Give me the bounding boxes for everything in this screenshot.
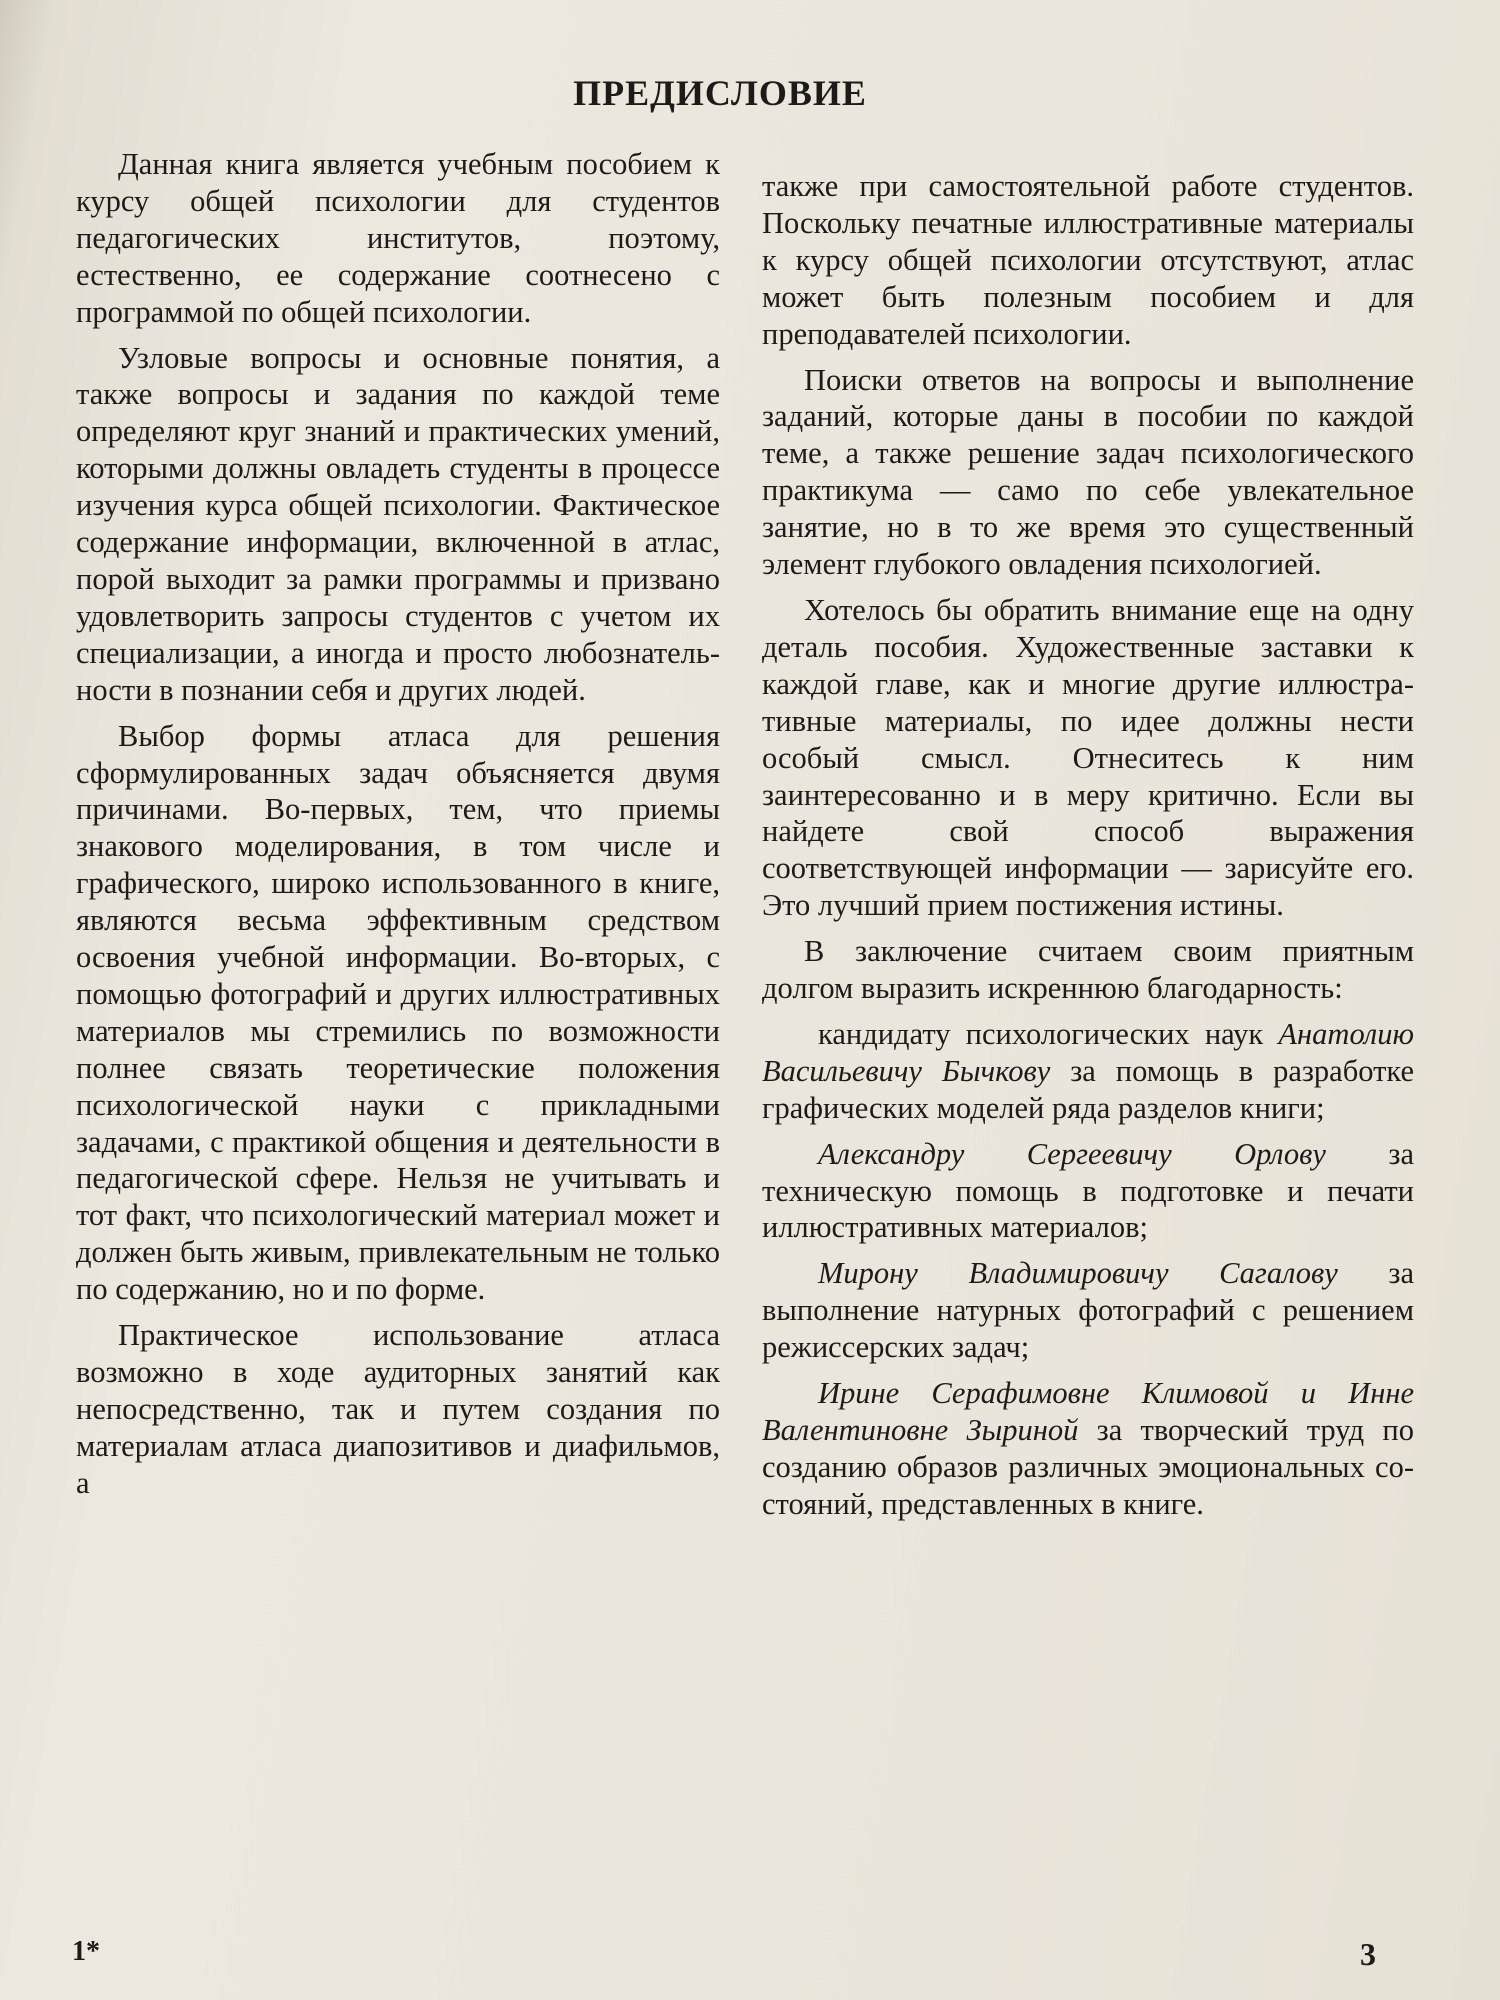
page-number: 3: [1360, 1936, 1376, 1972]
acknowledgment-text: за техническую помощь в подготовке и печати иллюстративных материалов;: [762, 1136, 1414, 1245]
page-title: [0, 72, 1500, 114]
acknowledgment-text: за творческий труд по созданию образов различных эмоциональных состояний, представленных в книге.: [762, 1413, 1414, 1521]
acknowledgment-text: за помощь в разработке графических моделей ряда разделов книги;: [762, 1053, 1414, 1125]
acknowledged-person-name: Мирону Владимировичу Сагалову: [818, 1256, 1338, 1291]
acknowledgment-item: [762, 1136, 1414, 1247]
paragraph: Поиски ответов на вопросы и выполнение заданий, которые даны в пособии по каждой теме, а также решение задач психологического практикума — само по себе увлекательное занятие, но в то же время это существенный элемент глубокого овладения психологией.: [762, 362, 1414, 582]
acknowledgment-text: кандидату психологических наук: [818, 1016, 1279, 1051]
acknowledged-person-name: Ирине Серафимовне Климовой и Инне Валентиновне Зыриной: [762, 1376, 1414, 1447]
paragraph: Выбор формы атласа для решения сформулированных задач объясняется двумя причинами. Во-первых, тем, что приемы знакового моделирования, в том числе и графического, широко использованного в книге, являются весьма эффективным средством освоения учебной информации. Во-вторых, с помощью фотографий и других иллюстративных материалов мы стремились по возможности полнее связать теоретические положения психологической науки с прикладными задачами, с практикой общения и деятельности в педагогической сфере. Нельзя не учитывать и тот факт, что психологический материал может и должен быть живым, привлекательным не только по содержанию, но и по форме.: [76, 718, 720, 1307]
acknowledgment-text: за выполнение натурных фотографий с решением режиссерских задач;: [762, 1256, 1415, 1365]
paragraph: Хотелось бы обратить внимание еще на одну деталь пособия. Художественные заставки к каждой главе, как и многие другие иллюстративные материалы, по идее должны нести особый смысл. Отнеситесь к ним заинтересованно и в меру критично. Если вы найдете свой способ выражения соответствующей информации — зарисуйте его. Это лучший прием постижения истины.: [762, 592, 1414, 923]
left-column: [76, 146, 720, 1502]
paragraph: В заключение считаем своим приятным долгом выразить искреннюю благодарность:: [762, 934, 1414, 1006]
acknowledged-person-name: Анатолию Васильевичу Бычкову: [762, 1016, 1414, 1088]
acknowledgment-item: [762, 1375, 1414, 1523]
paragraph: также при самостоятельной работе студентов. Поскольку печатные иллюстративные материалы к курсу общей психологии отсутствуют, атлас может быть полезным пособием и для преподавателей психологии.: [762, 169, 1414, 351]
acknowledgment-item: [762, 1016, 1414, 1127]
paragraph: Практическое использование атласа возможно в ходе аудиторных занятий как непосредственно, так и путем создания по материалам атласа диапозитивов и диафильмов, а: [76, 1318, 720, 1500]
paragraph: Данная книга является учебным пособием к курсу общей психологии для студентов педагогических институтов, поэтому, естественно, ее содержание соотнесено с программой по общей психологии.: [76, 147, 720, 329]
signature-mark: 1*: [72, 1936, 100, 1967]
page-title-text: ПРЕДИСЛОВИЕ: [573, 73, 867, 113]
paragraph: Узловые вопросы и основные понятия, а также вопросы и задания по каждой теме определяют круг знаний и практических умений, которыми должны овладеть студенты в процессе изучения курса общей психологии. Фактическое содержание информации, включенной в атлас, порой выходит за рамки программы и призвано удовлетворить запросы студентов с учетом их специализации, а иногда и просто любознательности в познании себя и других людей.: [76, 340, 720, 707]
acknowledged-person-name: Александру Сергеевичу Орлову: [818, 1136, 1326, 1171]
acknowledgment-item: [762, 1255, 1414, 1366]
right-column: [762, 168, 1414, 1523]
